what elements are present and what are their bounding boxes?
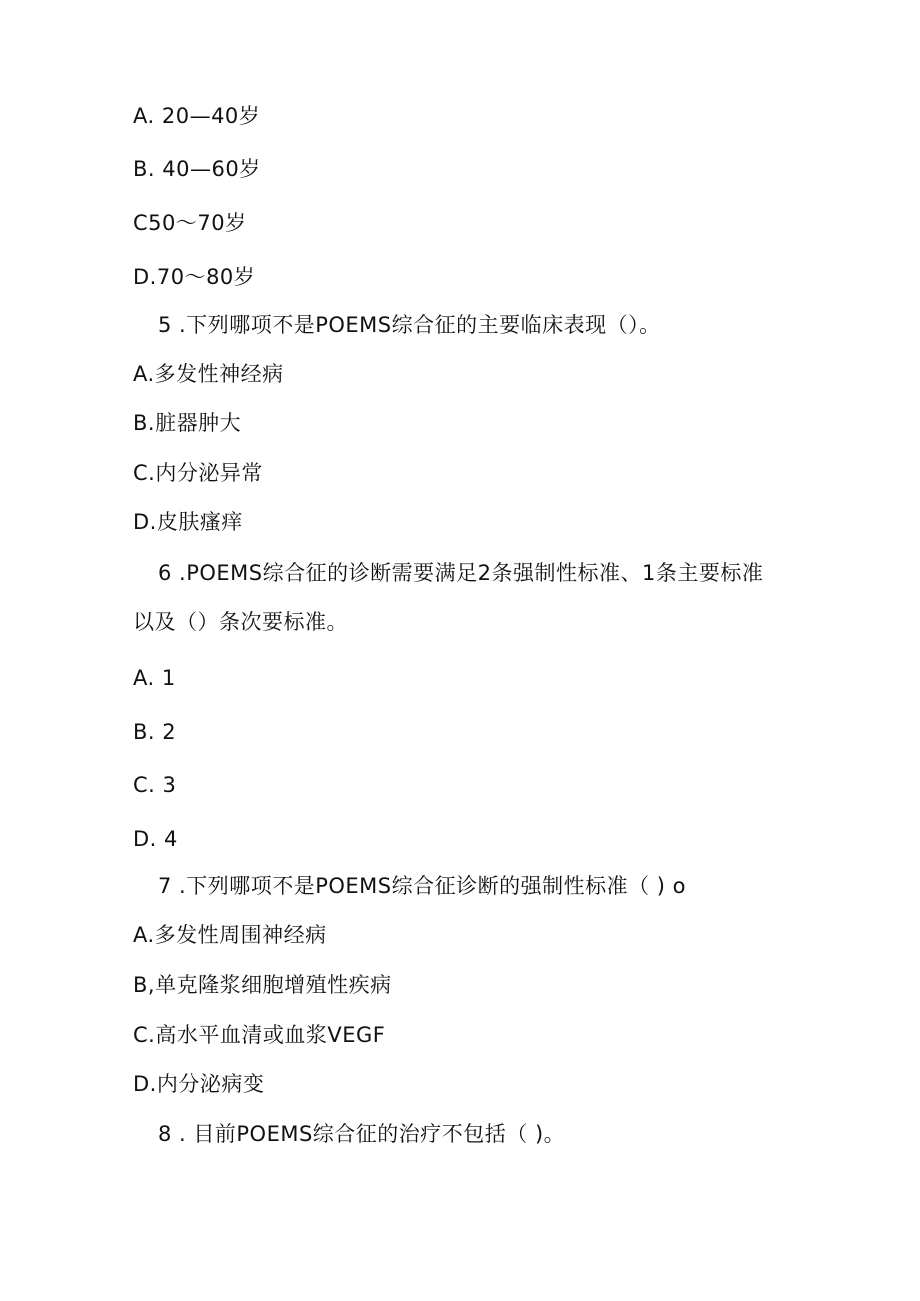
q4-option-d: D.70〜80岁 — [133, 265, 256, 289]
q5-option-c: C.内分泌异常 — [133, 461, 263, 485]
q5-option-d: D.皮肤瘙痒 — [133, 510, 243, 534]
q6-option-a: A. 1 — [133, 666, 176, 690]
question-6: 6 .POEMS综合征的诊断需要满足2条强制性标准、1条主要标准 — [158, 561, 764, 585]
q5-option-a: A.多发性神经病 — [133, 362, 284, 386]
question-6-continuation: 以及（）条次要标准。 — [133, 610, 348, 634]
q7-option-b: B,单克隆浆细胞增殖性疾病 — [133, 973, 392, 997]
q7-option-c: C.高水平血清或血浆VEGF — [133, 1023, 386, 1047]
question-5: 5 .下列哪项不是POEMS综合征的主要临床表现（）。 — [158, 313, 661, 337]
q4-option-c: C50〜70岁 — [133, 211, 247, 235]
q7-option-a: A.多发性周围神经病 — [133, 923, 327, 947]
q4-option-b: B. 40—60岁 — [133, 157, 261, 181]
q6-option-c: C. 3 — [133, 773, 177, 797]
question-8: 8 . 目前POEMS综合征的治疗不包括（ )。 — [158, 1122, 566, 1146]
q6-option-b: B. 2 — [133, 720, 177, 744]
q5-option-b: B.脏器肿大 — [133, 411, 242, 435]
q6-option-d: D. 4 — [133, 827, 178, 851]
question-7: 7 .下列哪项不是POEMS综合征诊断的强制性标准（ ) o — [158, 874, 687, 898]
q7-option-d: D.内分泌病变 — [133, 1072, 265, 1096]
q4-option-a: A. 20—40岁 — [133, 104, 261, 128]
